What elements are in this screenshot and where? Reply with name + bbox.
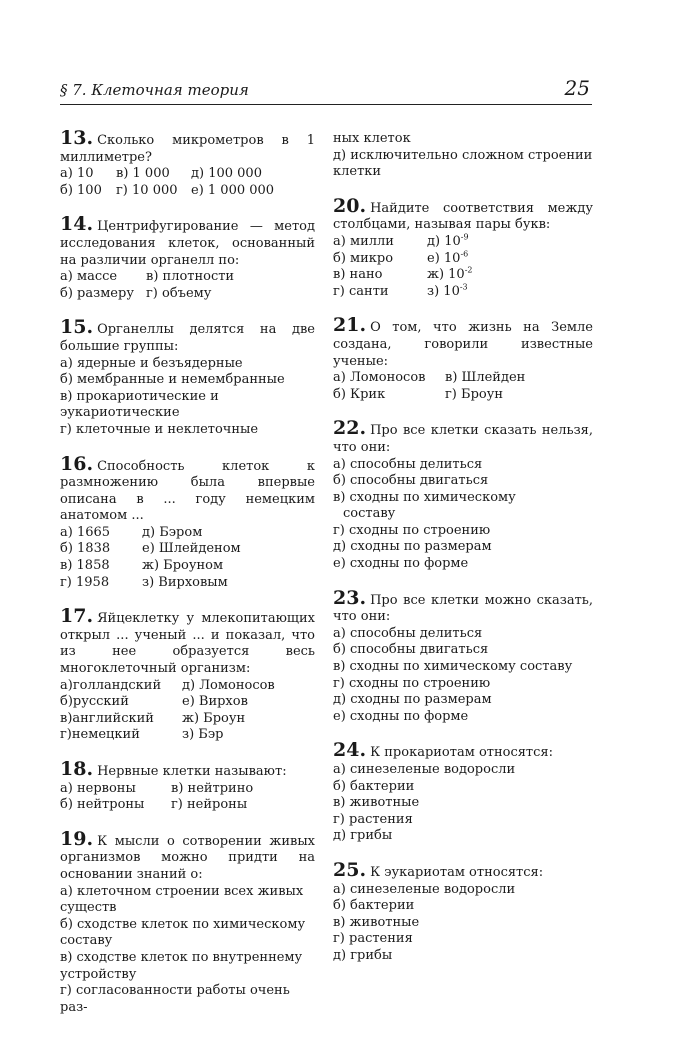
question-17: [60, 605, 315, 744]
option-row: [60, 558, 315, 575]
question-20: [333, 194, 593, 301]
option: г) нейроны: [171, 797, 248, 813]
question-text: Центрифугирование — метод исследования клеток, основанный на различии органелл по:: [60, 219, 315, 268]
option: а) нервоны: [60, 780, 136, 796]
option: б) размеру: [60, 285, 134, 301]
option-row: [60, 694, 315, 711]
option: е) $10^{-6}$: [427, 249, 469, 266]
option: в) Шлейден: [445, 370, 526, 386]
option: д) Ломоносов: [182, 677, 275, 693]
question-number: 20.: [333, 194, 367, 217]
option: г)немецкий: [60, 727, 140, 743]
option: а) синезеленые водоросли: [333, 762, 516, 777]
question-text: Органеллы делятся на две большие группы:: [60, 322, 315, 354]
question-21: [333, 314, 593, 403]
option: а) синезеленые водоросли: [333, 881, 516, 897]
option: г) Броун: [445, 386, 504, 402]
question-number: 16.: [60, 452, 94, 475]
option: г) сходны по строению: [333, 675, 491, 691]
option: в) 1 000: [116, 166, 170, 182]
option: в) прокариотические и эукариотические: [60, 388, 219, 421]
option: а)голландский: [60, 677, 162, 693]
option-row: [60, 541, 315, 558]
option: б) способны двигаться: [333, 642, 489, 658]
question-23: [333, 586, 593, 726]
option-row: [333, 251, 593, 268]
option: б) бактерии: [333, 898, 415, 914]
option: г) растения: [333, 931, 413, 947]
option: а) 1665: [60, 524, 111, 540]
option: б) 100: [60, 182, 102, 198]
question-text: Нервные клетки называют:: [97, 764, 287, 779]
option-row: [60, 781, 315, 798]
option: ж) Броун: [182, 710, 246, 726]
question-text: Сколько микрометров в 1 миллиметре?: [60, 133, 315, 165]
exponent: -3: [459, 282, 468, 292]
option: д) грибы: [333, 947, 393, 963]
option: б)русский: [60, 694, 129, 710]
question-text: К эукариотам относятся:: [370, 864, 544, 880]
question-18: [60, 758, 315, 814]
option: в) плотности: [146, 269, 235, 285]
option: б) способны двигаться: [333, 473, 489, 489]
option: а) милли: [333, 233, 394, 249]
option: е) Шлейденом: [142, 541, 241, 557]
question-19: [60, 827, 315, 1017]
option-row: [333, 387, 593, 404]
question-number: 21.: [333, 314, 367, 337]
option-row: [60, 711, 315, 728]
option-row: [60, 727, 315, 744]
option-row: [60, 797, 315, 814]
exponent: -6: [460, 249, 469, 259]
option-row: [333, 370, 593, 387]
question-text: Про все клетки можно сказать, что они:: [333, 592, 593, 625]
option-row: [60, 525, 315, 542]
question-text: О том, что жизнь на Земле создана, говорили известные ученые:: [333, 320, 593, 369]
option: г) санти: [333, 283, 389, 299]
section-title: § 7. Клеточная теория: [60, 81, 249, 99]
option: е) сходны по форме: [333, 708, 469, 724]
option: д) исключительно сложном строении клетки: [333, 147, 593, 180]
question-25: [333, 858, 593, 965]
option: д) сходны по размерам: [333, 692, 492, 708]
option: в) сходны по химическому: [333, 489, 516, 505]
question-number: 17.: [60, 605, 94, 628]
option-row: [333, 267, 593, 284]
option-row: [60, 286, 315, 303]
page-number: 25: [564, 76, 590, 100]
question-number: 19.: [60, 827, 94, 850]
question-number: 14.: [60, 213, 94, 236]
option: б) мембранные и немембранные: [60, 372, 285, 388]
question-number: 24.: [333, 739, 367, 762]
option-row: [60, 678, 315, 695]
option: б) микро: [333, 250, 394, 266]
question-13: [60, 127, 315, 199]
option: а) ядерные и безъядерные: [60, 355, 243, 371]
option: а) способны делиться: [333, 456, 483, 472]
option: б) бактерии: [333, 778, 415, 794]
option: г) клеточные и неклеточные: [60, 421, 259, 437]
question-number: 25.: [333, 858, 367, 881]
option: а) клеточном строении всех живых существ: [60, 883, 304, 916]
question-16: [60, 452, 315, 592]
option: з) Бэр: [182, 727, 224, 743]
option: ж) $10^{-2}$: [427, 265, 473, 283]
option: б) 1838: [60, 541, 111, 557]
option-continuation: ных клеток: [333, 131, 411, 146]
option: а) Ломоносов: [333, 370, 426, 386]
option: б) Крик: [333, 386, 386, 402]
question-text: Найдите соответствия между столбцами, называя пары букв:: [333, 200, 593, 233]
option: г) растения: [333, 811, 413, 827]
option: в) сходстве клеток по внутреннему устройству: [60, 949, 303, 982]
option-row: [333, 234, 593, 251]
question-number: 13.: [60, 127, 94, 149]
question-text: Про все клетки сказать нельзя, что они:: [333, 423, 593, 455]
option: а) способны делиться: [333, 625, 483, 641]
question-24: [333, 739, 593, 845]
left-column: [60, 127, 315, 1033]
question-text: К прокариотам относятся:: [370, 745, 553, 761]
option: в) животные: [333, 795, 420, 811]
option: ж) Броуном: [142, 558, 224, 574]
question-number: 22.: [333, 417, 367, 440]
option-row: [333, 284, 593, 301]
option: в) сходны по химическому составу: [333, 659, 573, 675]
page-header: [60, 74, 592, 105]
option: в)английский: [60, 710, 154, 726]
question-text: Способность клеток к размножению была впервые описана в ... году немецким анатомом ...: [60, 458, 315, 524]
option: е) Вирхов: [182, 694, 248, 710]
option: д) Бэром: [142, 524, 203, 540]
option: а) массе: [60, 269, 118, 285]
option: в) 1858: [60, 558, 110, 574]
exponent: -9: [460, 232, 469, 242]
option: в) нейтрино: [171, 780, 254, 796]
option: д) сходны по размерам: [333, 539, 492, 555]
option: д) 100 000: [191, 166, 262, 182]
option-row: [60, 269, 315, 286]
option-row: [60, 166, 315, 183]
option: г) 10 000: [116, 182, 178, 198]
question-number: 18.: [60, 758, 94, 780]
question-15: [60, 316, 315, 438]
option: д) $10^{-9}$: [427, 232, 469, 249]
option: г) согласованности работы очень раз-: [60, 983, 290, 1015]
exponent: -2: [464, 265, 473, 275]
question-number: 15.: [60, 316, 94, 339]
option-row: [60, 183, 315, 200]
question-number: 23.: [333, 586, 367, 609]
question-text: Яйцеклетку у млекопитающих открыл ... ученый ... и показал, что из нее образуется весь многоклеточный организм:: [60, 611, 315, 677]
option: в) нано: [333, 267, 383, 283]
option: б) нейтроны: [60, 797, 145, 813]
right-column: [333, 131, 593, 982]
option: б) сходстве клеток по химическому составу: [60, 916, 306, 949]
question-14: [60, 213, 315, 302]
option: в) животные: [333, 914, 420, 930]
option: з) $10^{-3}$: [427, 282, 468, 299]
option: г) объему: [146, 285, 212, 301]
option: г) сходны по строению: [333, 522, 491, 538]
question-22: [333, 417, 593, 572]
option: е) 1 000 000: [191, 182, 275, 198]
option-row: [60, 575, 315, 592]
question-19-continued: [333, 131, 593, 181]
option: д) грибы: [333, 828, 393, 844]
option: а) 10: [60, 166, 94, 182]
option-continuation: составу: [343, 506, 396, 522]
question-text: К мысли о сотворении живых организмов можно придти на основании знаний о:: [60, 833, 315, 882]
option: з) Вирховым: [142, 574, 228, 590]
option: е) сходны по форме: [333, 556, 469, 572]
option: г) 1958: [60, 574, 110, 590]
